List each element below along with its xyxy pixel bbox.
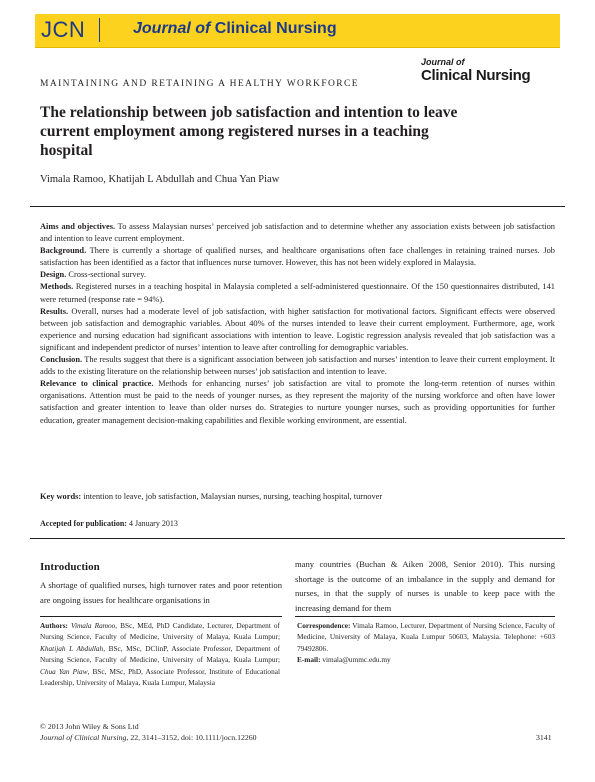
journal-logo xyxy=(421,57,561,84)
author-footnote-text xyxy=(40,620,280,688)
title-line: The relationship between job satisfaction and intention to leave xyxy=(40,104,458,121)
intro-right-column xyxy=(295,557,555,615)
title-line: current employment among registered nurses in a teaching xyxy=(40,123,429,140)
author-list: Vimala Ramoo, Khatijah L Abdullah and Chua Yan Piaw xyxy=(40,174,280,185)
page-number: 3141 xyxy=(536,733,552,742)
correspondence-label: Correspondence: xyxy=(297,621,351,630)
author-3-affil: , BSc, MSc, PhD, Associate Professor, Institute of Educational Leadership, University of Malaya, Kuala Lumpur, Malaysia xyxy=(40,666,280,688)
background-label: Background. xyxy=(40,246,87,256)
correspondence-text xyxy=(297,620,555,654)
author-2-affil: , BSc, MSc, DClinP, Associate Professor, Department of Nursing Science, Faculty of Medicine, University of Malaya, Kuala Lumpur; xyxy=(40,643,280,665)
design-text: Cross-sectional survey. xyxy=(66,270,146,280)
relevance-label: Relevance to clinical practice. xyxy=(40,379,154,389)
article-title xyxy=(40,103,510,160)
footnote-divider-left xyxy=(40,616,282,617)
abstract xyxy=(40,221,555,427)
results-label: Results. xyxy=(40,306,69,316)
conclusion-text: The results suggest that there is a significant association between job satisfaction and nurses’ intention to leave their current employment. It adds to the existing literature on the relationship between nurses’ job satisfaction and intention to leave. xyxy=(40,355,555,377)
methods-label: Methods. xyxy=(40,282,74,292)
copyright: © 2013 John Wiley & Sons Ltd xyxy=(40,722,139,731)
citation-details[interactable]: , 22, 3141–3152, doi: 10.1111/jocn.12260 xyxy=(126,732,257,742)
author-2-name: Khatijah L Abdullah xyxy=(40,643,104,653)
correspondence-address: Vimala Ramoo, Lecturer, Department of Nursing Science, Faculty of Medicine, University of Malaya, Kuala Lumpur 50603, Malaysia. Telephone: +603 79492806. xyxy=(297,621,555,653)
mid-divider xyxy=(30,538,565,539)
design-label: Design. xyxy=(40,270,67,280)
keywords xyxy=(40,491,555,503)
abstract-design xyxy=(40,269,555,281)
banner-divider xyxy=(99,18,100,42)
journal-name-rest: Clinical Nursing xyxy=(210,20,337,37)
conclusion-label: Conclusion. xyxy=(40,355,83,365)
journal-banner xyxy=(35,14,560,48)
results-text: Overall, nurses had a moderate level of job satisfaction, with higher satisfaction for motivational factors. Significant effects were observed between job satisfaction and demographic variables. About 40% of the nurses intended to leave their current employment. Furthermore, age, work experience and nursing education had significant associations with intention to leave. Logistic regression analysis revealed that job satisfaction was a significant and independent predictor of nurses’ intention to leave after controlling for demographic variables. xyxy=(40,306,555,352)
journal-abbrev: JCN xyxy=(41,17,86,42)
abstract-results xyxy=(40,306,555,354)
aims-text: To assess Malaysian nurses’ perceived job satisfaction and to determine whether any association exists between job satisfaction and intention to leave current employment. xyxy=(40,222,555,244)
accepted-text: 4 January 2013 xyxy=(126,519,178,528)
abstract-methods xyxy=(40,281,555,305)
author-3-name: Chua Yan Piaw xyxy=(40,666,88,676)
introduction-heading: Introduction xyxy=(40,561,100,573)
relevance-text: Methods for enhancing nurses’ job satisfaction are vital to promote the long-term retention of nurses within organisations. Attention must be paid to the needs of younger nurses, as they represent the majority of the nursing workforce and often have lower satisfaction and greater intention to leave than older nurses do. Strategies to nurture younger nurses, such as providing opportunities for further education, greater management decision-making capabilities and flexible working environment, are essential. xyxy=(40,379,555,425)
logo-line-1: Journal of xyxy=(421,57,465,67)
email-line xyxy=(297,654,555,665)
intro-left-column xyxy=(40,578,282,607)
methods-text: Registered nurses in a teaching hospital in Malaysia completed a self-administered questionnaire. Of the 150 questionnaires distributed, 141 were returned (response rate = 94%). xyxy=(40,282,555,304)
abstract-background xyxy=(40,245,555,269)
journal-name-italic: Journal of xyxy=(133,20,211,37)
background-text: There is currently a shortage of qualified nurses, and healthcare organisations often face challenges in retaining trained nurses. Job satisfaction has been identified as a factor that influences nurse turnover. However, this has not been widely explored in Malaysia. xyxy=(40,246,555,268)
abstract-relevance xyxy=(40,378,555,426)
intro-right-text: many countries (Buchan & Aiken 2008, Senior 2010). This nursing shortage is the outcome of an imbalance in the supply and demand for nurses, in that the supply of nurses is unable to keep pace with the increasing demand for them xyxy=(295,559,555,613)
top-divider xyxy=(30,206,565,207)
keywords-text: intention to leave, job satisfaction, Malaysian nurses, nursing, teaching hospital, turnover xyxy=(81,492,383,501)
abstract-conclusion xyxy=(40,354,555,378)
email-address[interactable]: vimala@ummc.edu.my xyxy=(320,655,391,665)
keywords-label: Key words: xyxy=(40,492,82,501)
title-line: hospital xyxy=(40,142,93,159)
journal-name xyxy=(133,20,337,38)
abstract-aims xyxy=(40,221,555,245)
accepted-label: Accepted for publication: xyxy=(40,519,127,528)
accepted-date xyxy=(40,519,178,528)
email-label: E-mail: xyxy=(297,655,321,665)
aims-label: Aims and objectives. xyxy=(40,222,116,231)
citation xyxy=(40,733,257,744)
citation-journal: Journal of Clinical Nursing xyxy=(40,732,127,742)
correspondence-footnote xyxy=(297,620,555,666)
authors-label: Authors: xyxy=(40,621,68,630)
author-1-affil: , BSc, MEd, PhD Candidate, Lecturer, Department of Nursing Science, Faculty of Medicine, University of Malaya, Kuala Lumpur; xyxy=(40,621,280,642)
intro-left-text: A shortage of qualified nurses, high turnover rates and poor retention are ongoing issues for healthcare organisations in xyxy=(40,580,282,605)
logo-line-2: Clinical Nursing xyxy=(421,67,531,84)
page-footer xyxy=(40,722,257,744)
footnote-divider-right xyxy=(295,616,555,617)
section-heading: MAINTAINING AND RETAINING A HEALTHY WORKFORCE xyxy=(40,79,359,89)
author-1-name: Vimala Ramoo xyxy=(71,621,116,630)
author-footnote xyxy=(40,620,280,688)
